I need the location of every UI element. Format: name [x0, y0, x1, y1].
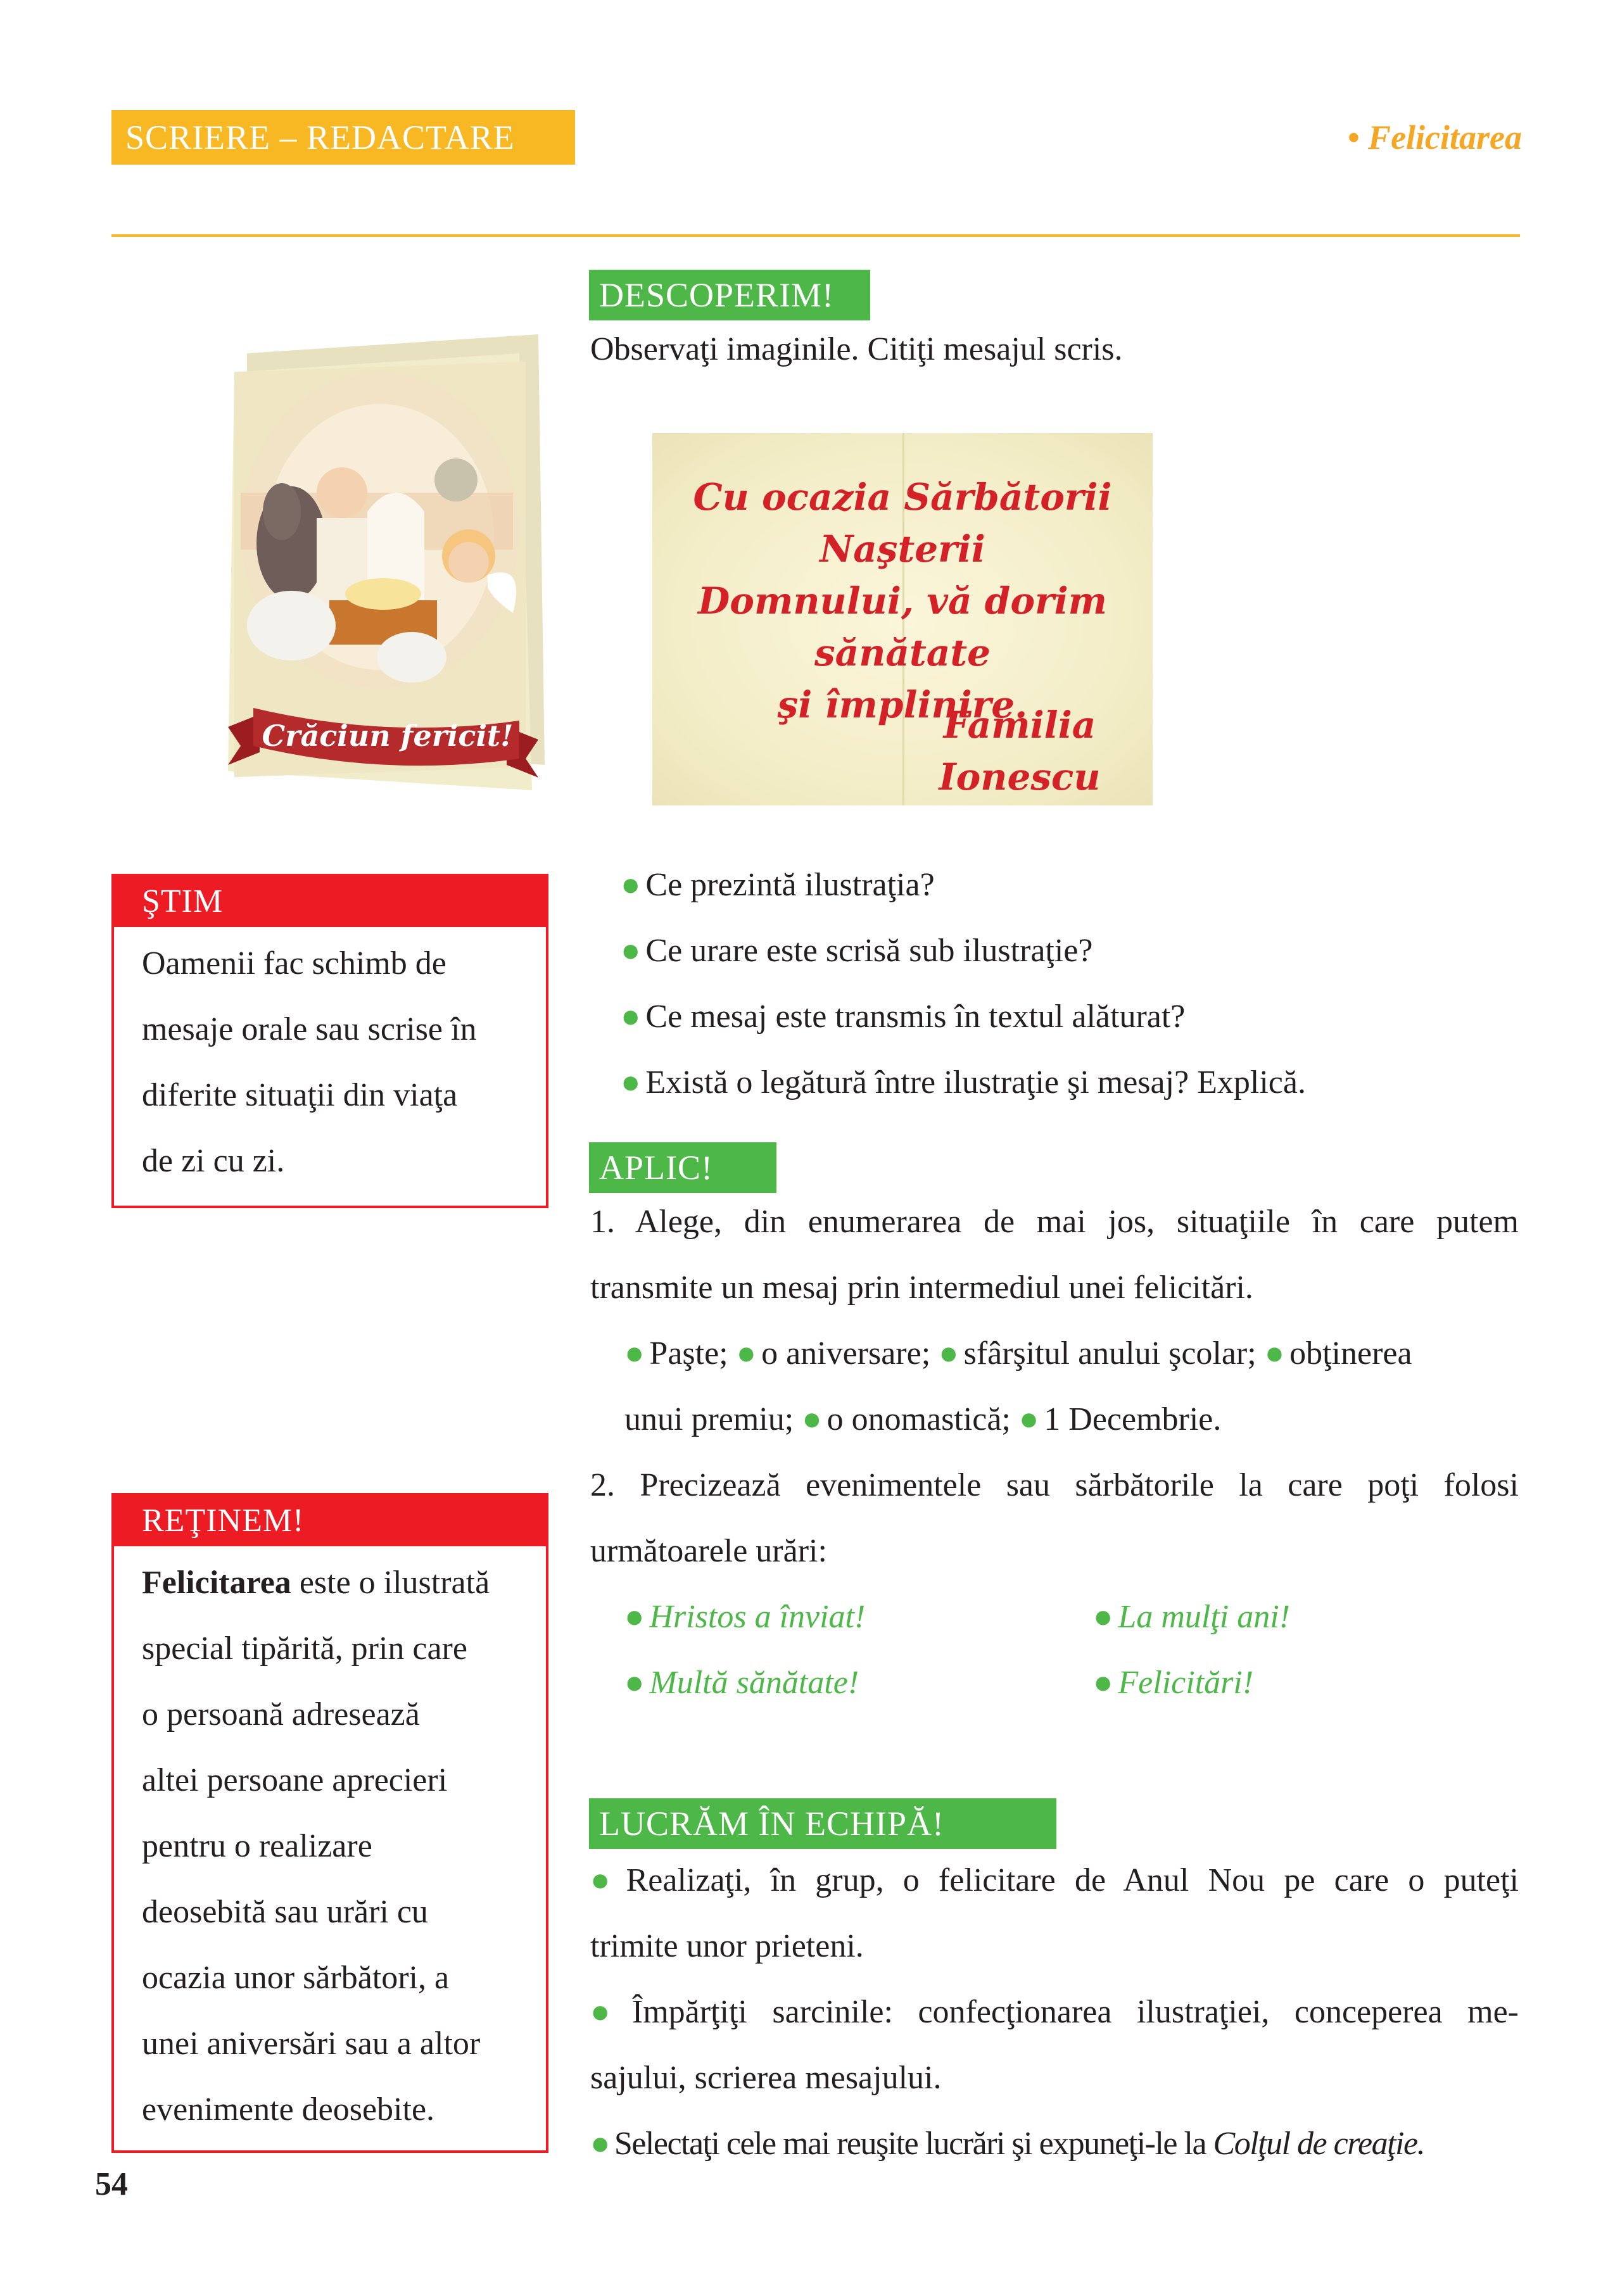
bullet-icon: ● — [590, 2126, 609, 2162]
aplic-heading: APLIC! — [589, 1142, 776, 1193]
question-item: ● Ce prezintă ilustraţia? — [621, 867, 935, 903]
question-item: ● Ce urare este scrisă sub ilustraţie? — [621, 933, 1093, 969]
team-task-line: ● Împărţiţi sarcinile: confecţionarea ilustraţiei, conceperea me- — [590, 1994, 1519, 2030]
bullet-icon: ● — [1264, 1335, 1285, 1372]
bullet-icon: ● — [621, 1064, 641, 1101]
retinem-line: Felicitarea este o ilustrată — [142, 1565, 490, 1601]
greeting-item: ● La mulţi ani! — [1093, 1599, 1290, 1635]
card-banner-text: Crăciun fericit! — [262, 719, 514, 753]
bullet-icon: ● — [802, 1401, 822, 1437]
card-message-line: şi împlinire. — [777, 683, 1028, 726]
bullet-icon: ● — [621, 999, 641, 1035]
bullet-icon: ● — [590, 1862, 621, 1898]
bullet-icon: ● — [621, 867, 641, 903]
stim-heading: ŞTIM — [114, 876, 546, 927]
bullet-icon: ● — [736, 1335, 757, 1372]
retinem-line: special tipărită, prin care — [142, 1631, 467, 1667]
retinem-heading: REŢINEM! — [114, 1496, 546, 1546]
retinem-term: Felicitarea — [142, 1565, 291, 1601]
bullet-icon: ● — [1018, 1401, 1039, 1437]
exercise-1-options-row1: ● Paşte; ● o aniversare; ● sfârşitul anului şcolar; ● obţinerea — [624, 1335, 1412, 1372]
exercise-2-line: 2. Precizează evenimentele sau sărbătorile la care poţi folosi — [590, 1467, 1519, 1503]
bullet-icon: ● — [621, 933, 641, 969]
team-task-line: ● Selectaţi cele mai reuşite lucrări şi expuneţi-le la Colţul de creaţie. — [590, 2126, 1425, 2162]
bullet-icon: ● — [590, 1994, 627, 2030]
greeting-item: ● Felicitări! — [1093, 1665, 1254, 1701]
greeting-item: ● Hristos a înviat! — [624, 1599, 866, 1635]
greeting-item: ● Multă sănătate! — [624, 1665, 859, 1701]
retinem-line: pentru o realizare — [142, 1828, 372, 1864]
creation-corner-text: Colţul de creaţie. — [1213, 2126, 1425, 2162]
question-item: ● Există o legătură între ilustraţie şi mesaj? Explică. — [621, 1064, 1306, 1101]
exercise-1-line: 1. Alege, din enumerarea de mai jos, situaţiile în care putem — [590, 1204, 1519, 1240]
stim-box — [111, 874, 548, 1208]
descoperim-heading: DESCOPERIM! — [589, 270, 870, 320]
header-rule — [111, 234, 1520, 237]
christmas-card-illustration — [222, 334, 576, 803]
bullet-icon: ● — [1093, 1665, 1113, 1701]
stim-line: de zi cu zi. — [142, 1143, 285, 1179]
bullet-icon: ● — [1093, 1599, 1113, 1635]
team-task-line: trimite unor prieteni. — [590, 1928, 864, 1964]
question-list — [621, 852, 1306, 1116]
descoperim-instruction: Observaţi imaginile. Citiţi mesajul scris. — [590, 331, 1123, 367]
stim-line: mesaje orale sau scrise în — [142, 1011, 477, 1047]
retinem-box — [111, 1493, 548, 2153]
stim-line: diferite situaţii din viaţa — [142, 1077, 458, 1113]
team-task-line: sajului, scrierea mesajului. — [590, 2060, 942, 2096]
card-signature: Familia Ionescu — [939, 703, 1101, 798]
chapter-tag: SCRIERE – REDACTARE — [111, 110, 575, 165]
page-number: 54 — [95, 2166, 128, 2202]
retinem-line: deosebită sau urări cu — [142, 1894, 428, 1930]
retinem-line: altei persoane aprecieri — [142, 1762, 448, 1798]
retinem-line: o persoană adresează — [142, 1696, 420, 1732]
bullet-icon: ● — [624, 1599, 645, 1635]
card-message-line: Cu ocazia Sărbătorii Naşterii — [693, 476, 1112, 571]
exercise-2-line: următoarele urări: — [590, 1533, 827, 1569]
bullet-icon: ● — [624, 1335, 645, 1372]
retinem-line: evenimente deosebite. — [142, 2091, 435, 2128]
retinem-line: ocazia unor sărbători, a — [142, 1960, 450, 1996]
bullet-icon: ● — [624, 1665, 645, 1701]
echipa-heading: LUCRĂM ÎN ECHIPĂ! — [589, 1798, 1056, 1849]
bullet-icon: ● — [939, 1335, 959, 1372]
card-message-line: Domnului, vă dorim sănătate — [698, 579, 1107, 674]
question-item: ● Ce mesaj este transmis în textul alăturat? — [621, 999, 1186, 1035]
retinem-line: unei aniversări sau a altor — [142, 2026, 481, 2062]
exercise-1-line: transmite un mesaj prin intermediul unei felicitări. — [590, 1270, 1253, 1306]
topic-title: • Felicitarea — [1347, 118, 1522, 156]
team-task-line: ● Realizaţi, în grup, o felicitare de Anul Nou pe care o puteţi — [590, 1862, 1519, 1898]
exercise-1-options-row2: unui premiu; ● o onomastică; ● 1 Decembrie. — [624, 1401, 1222, 1437]
card-message-panel — [652, 433, 1153, 805]
stim-line: Oamenii fac schimb de — [142, 945, 446, 981]
